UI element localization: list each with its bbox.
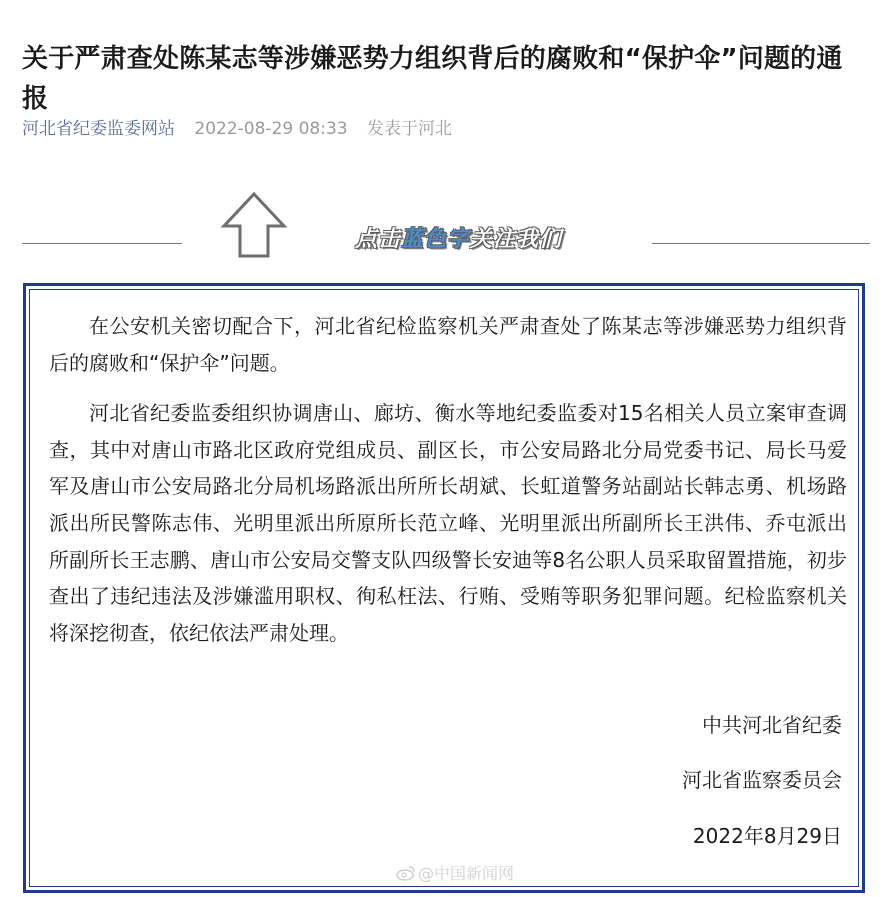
notice-frame bbox=[23, 283, 865, 893]
follow-text-prefix: 点击 bbox=[355, 227, 402, 252]
follow-text-highlight: 蓝色字 bbox=[401, 227, 471, 252]
source-link[interactable]: 河北省纪委监委网站 bbox=[22, 119, 175, 139]
notice-body bbox=[49, 308, 847, 651]
watermark bbox=[396, 862, 514, 886]
follow-prompt[interactable] bbox=[355, 224, 562, 256]
notice-inner-border bbox=[29, 289, 859, 887]
watermark-text: @中国新闻网 bbox=[418, 864, 515, 883]
weibo-icon bbox=[396, 865, 416, 881]
follow-text-suffix: 关注我们 bbox=[470, 227, 563, 252]
publish-location: 发表于河北 bbox=[367, 119, 453, 139]
notice-paragraph: 在公安机关密切配合下，河北省纪检监察机关严肃查处了陈某志等涉嫌恶势力组织背后的腐败和“保护伞”问题。 bbox=[49, 314, 847, 375]
notice-paragraph: 河北省纪委监委组织协调唐山、廊坊、衡水等地纪委监委对15名相关人员立案审查调查，其中对唐山市路北区政府党组成员、副区长，市公安局路北分局党委书记、局长马爱军及唐山市公安局路北分局机场路派出所所长胡斌、长虹道警务站副站长韩志勇、机场路派出所民警陈志伟、光明里派出所原所长范立峰、光明里派出所副所长王洪伟、乔屯派出所副所长王志鹏、唐山市公安局交警支队四级警长安迪等8名公职人员采取留置措施，初步查出了违纪违法及涉嫌滥用职权、徇私枉法、行贿、受贿等职务犯罪问题。纪检监察机关将深挖彻查，依纪依法严肃处理。 bbox=[49, 401, 847, 645]
signature-date: 2022年8月29日 bbox=[692, 824, 842, 848]
divider-left bbox=[22, 243, 182, 244]
signature-org-party: 中共河北省纪委 bbox=[702, 713, 842, 737]
follow-banner[interactable] bbox=[0, 188, 885, 278]
publish-date: 2022-08-29 08:33 bbox=[194, 119, 348, 139]
article-meta bbox=[22, 117, 452, 141]
article-title: 关于严肃查处陈某志等涉嫌恶势力组织背后的腐败和“保护伞”问题的通报 bbox=[22, 44, 843, 115]
divider-right bbox=[652, 243, 870, 244]
up-arrow-icon bbox=[218, 190, 290, 262]
signature-org-supervision: 河北省监察委员会 bbox=[682, 768, 842, 792]
